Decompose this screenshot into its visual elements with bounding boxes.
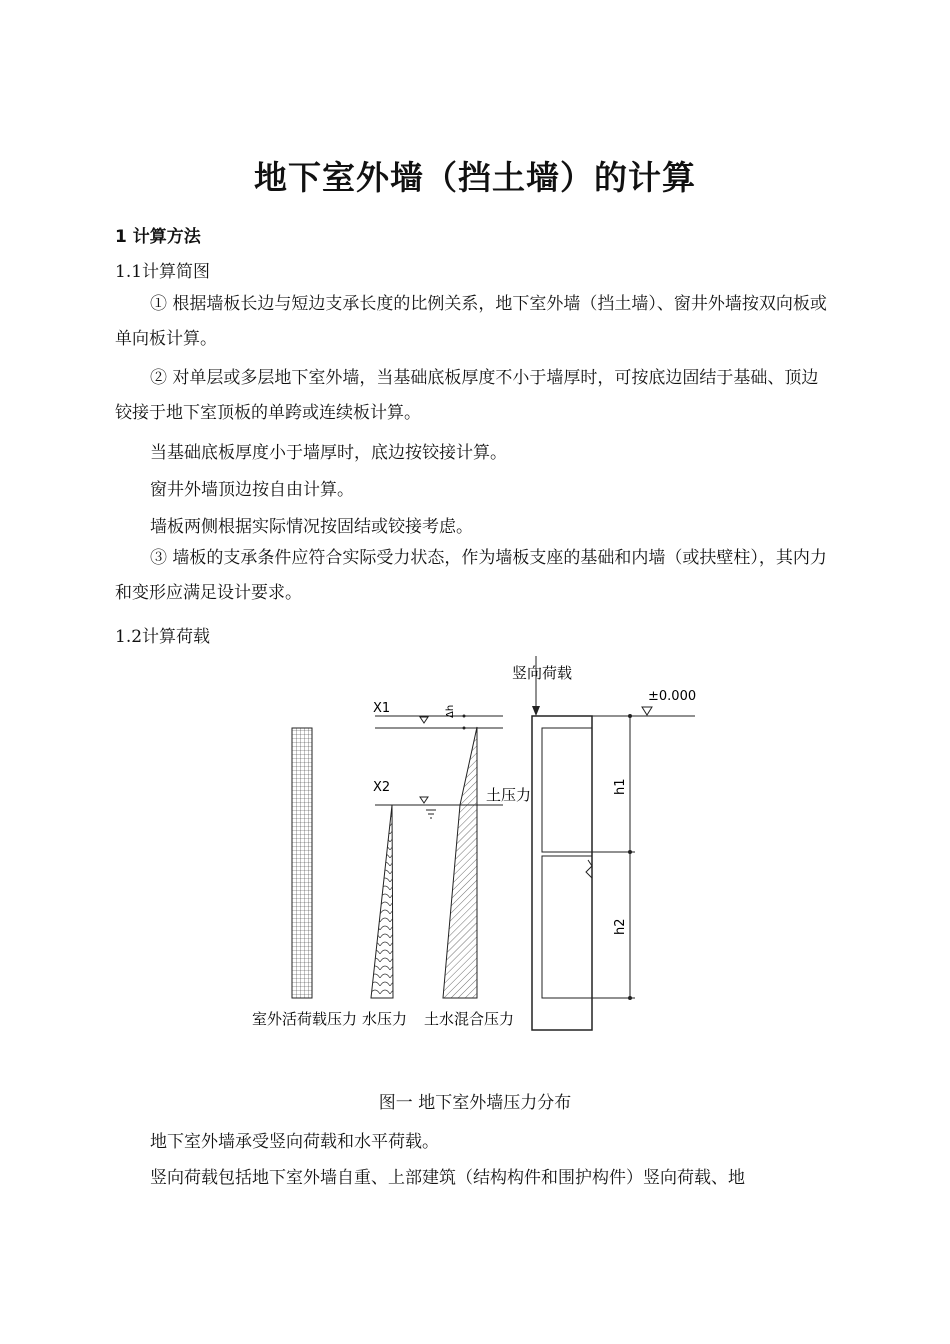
paragraph-7: 地下室外墙承受竖向荷载和水平荷载。 bbox=[150, 1132, 439, 1152]
section-heading-1: 1 计算方法 bbox=[115, 227, 201, 247]
paragraph-3: 当基础底板厚度小于墙厚时，底边按铰接计算。 bbox=[150, 443, 507, 463]
paragraph-1: ① 根据墙板长边与短边支承长度的比例关系，地下室外墙（挡土墙）、窗井外墙按双向板或单向板计算。 bbox=[115, 294, 827, 349]
x2-label: X2 bbox=[373, 780, 391, 795]
page-title: 地下室外墙（挡土墙）的计算 bbox=[254, 158, 696, 197]
live-load-label: 室外活荷载压力 bbox=[252, 1010, 358, 1028]
vertical-load-label: 竖向荷载 bbox=[512, 664, 573, 682]
paragraph-5: 墙板两侧根据实际情况按固结或铰接考虑。 bbox=[150, 517, 473, 537]
mixed-pressure-label: 土水混合压力 bbox=[424, 1010, 515, 1028]
mixed-pressure-triangle bbox=[443, 805, 477, 998]
x1-label: X1 bbox=[373, 701, 391, 716]
elevation-label: ±0.000 bbox=[648, 689, 697, 704]
h1-label: h1 bbox=[613, 778, 628, 795]
figure-caption: 图一 地下室外墙压力分布 bbox=[378, 1093, 572, 1113]
soil-pressure-label: 土压力 bbox=[486, 786, 532, 804]
soil-pressure-triangle bbox=[460, 727, 477, 805]
h2-label: h2 bbox=[613, 918, 628, 935]
section-heading-1-1: 1.1计算简图 bbox=[115, 262, 211, 282]
live-load-column bbox=[292, 728, 312, 998]
water-pressure-triangle bbox=[371, 805, 393, 998]
pressure-diagram bbox=[240, 650, 720, 1040]
water-pressure-label: 水压力 bbox=[362, 1010, 408, 1028]
paragraph-6: ③ 墙板的支承条件应符合实际受力状态，作为墙板支座的基础和内墙（或扶壁柱），其内力和变形应满足设计要求。 bbox=[115, 548, 827, 603]
wall-section bbox=[532, 716, 592, 1030]
section-heading-1-2: 1.2计算荷载 bbox=[115, 627, 211, 647]
paragraph-4: 窗井外墙顶边按自由计算。 bbox=[150, 480, 354, 500]
paragraph-2: ② 对单层或多层地下室外墙，当基础底板厚度不小于墙厚时，可按底边固结于基础、顶边铰接于地下室顶板的单跨或连续板计算。 bbox=[115, 368, 819, 423]
dh-label: Δh bbox=[445, 704, 456, 718]
paragraph-8: 竖向荷载包括地下室外墙自重、上部建筑（结构构件和围护构件）竖向荷载、地 bbox=[150, 1168, 745, 1188]
